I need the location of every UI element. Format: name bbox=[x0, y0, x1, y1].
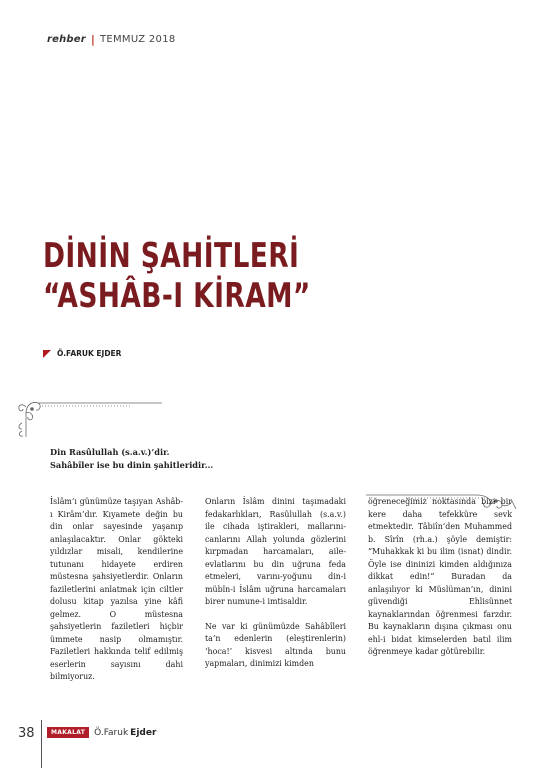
author-marker-icon bbox=[43, 350, 51, 358]
page-number: 38 bbox=[18, 726, 35, 741]
article-title bbox=[43, 236, 311, 316]
text-column-2 bbox=[205, 496, 346, 671]
issue-date: TEMMUZ 2018 bbox=[99, 34, 176, 45]
paragraph: Onların İslâm dinini taşımadaki fedakarlıkları, Rasûlullah (s.a.v.) ile cihada iştirakleri, mallarını-canlarını Allah yolunda gözlerini kırpmadan harcamaları, aile-evlatlarını bu din uğruna feda etmeleri, varını-yoğunu din-i mübîn-i İslâm uğruna harcamaları birer numune-i imtisaldir. bbox=[205, 497, 346, 606]
paragraph: öğreneceğimiz noktasında bizi bir kere daha tefekküre sevk etmektedir. Tâbiîn’den Muhammed b. Sîrîn (rh.a.) şöyle demiştir: “Muhakkak ki bu ilim (isnat) dindir. Öyle ise dininizi kimden aldığınıza dikkat edin!” Buradan da anlaşılıyor ki Müslüman’ın, dinini güvendiği Ehlisünnet kaynaklarından öğrenmesi farzdır. Bu kaynakların dışına çıkması onu ehl-i bidat kimselerden batıl ilim öğrenmeye kadar götürebilir. bbox=[368, 497, 512, 656]
title-line-2: “ASHÂB-I KİRAM” bbox=[43, 276, 311, 316]
footer-author-first: Ö.Faruk bbox=[94, 727, 129, 738]
author-byline bbox=[43, 349, 121, 358]
paragraph: Ne var ki günümüzde Sahâbîleri ta’n edenlerin (eleştirenlerin) ‘hoca!’ kisvesi altında bunu yapmaları, dinimizi kimden bbox=[205, 621, 346, 668]
intro-line-2: Sahâbîler ise bu dinin şahitleridir... bbox=[50, 459, 214, 470]
footer-author-last: Ejder bbox=[130, 727, 157, 738]
author-name: Ö.FARUK EJDER bbox=[57, 349, 122, 358]
section-tag: MAKALAT bbox=[47, 727, 89, 738]
running-header bbox=[47, 33, 176, 46]
text-column-3 bbox=[368, 496, 512, 659]
title-line-1: DİNİN ŞAHİTLERİ bbox=[43, 236, 300, 276]
intro-lead bbox=[50, 446, 213, 471]
footer-divider bbox=[41, 720, 42, 768]
text-column-1 bbox=[50, 496, 183, 684]
floral-corner-ornament-icon bbox=[12, 393, 172, 441]
running-footer bbox=[47, 727, 156, 738]
magazine-logo: rehber bbox=[47, 34, 86, 45]
paragraph: İslâm’ı günümüze taşıyan Ashâb-ı Kirâm’dır. Kıyamete değin bu din onlar sayesinde yaşanıp anlaşılacaktır. Onlar gökteki yıldızlar misali, kendilerine tutunanı hidayete erdiren müstesna şahsiyetlerdir. Onların faziletlerini anlatmak için ciltler dolusu kitap yazılsa yine kâfi gelmez. O müstesna şahsiyetlerin faziletleri hiçbir ümmete nasip olmamıştır. Faziletleri hakkında telif edilmiş eserlerin sayısını dahi bilmiyoruz. bbox=[50, 497, 183, 681]
header-separator: | bbox=[90, 33, 95, 46]
intro-line-1: Din Rasûlullah (s.a.v.)’dir. bbox=[50, 447, 170, 457]
